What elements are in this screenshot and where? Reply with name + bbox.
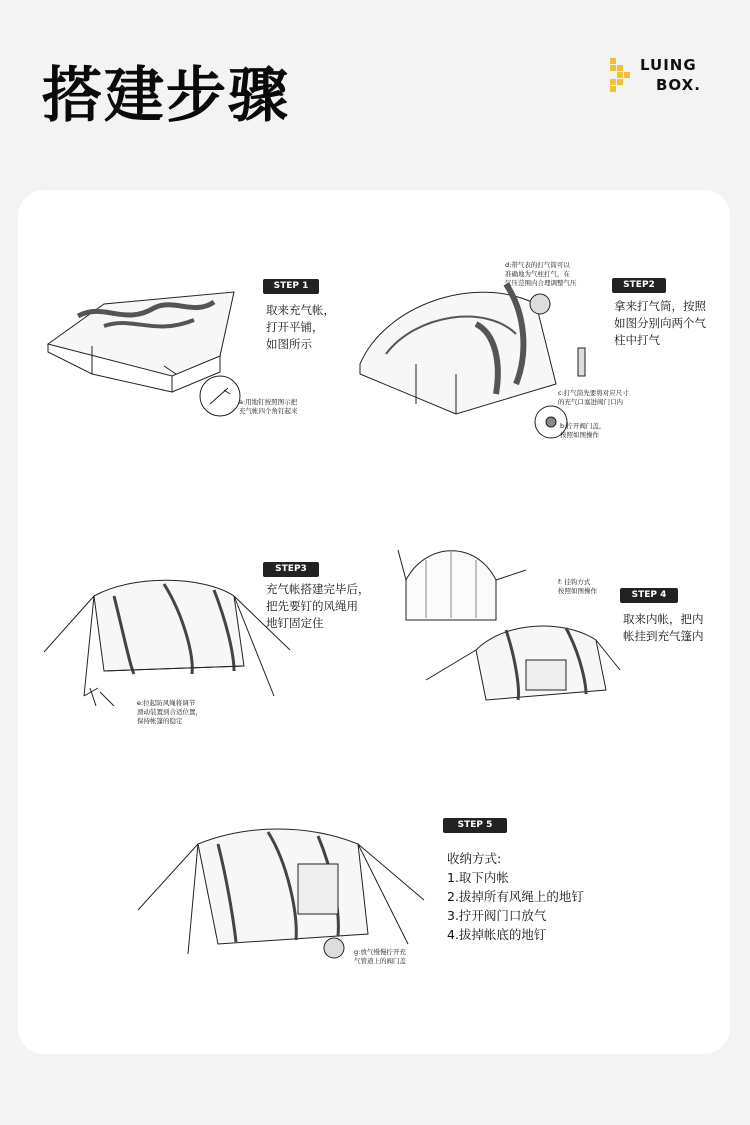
- step3-caption-e: e:拉起防风绳将调节 滑动装置到合适位置， 保持帐篷的稳定: [137, 699, 202, 725]
- step3-badge: STEP3: [263, 562, 319, 577]
- step1-description: 取来充气帐， 打开平铺， 如图所示: [266, 303, 335, 351]
- brand-mark-icon: [610, 58, 632, 92]
- step2-badge: STEP2: [612, 278, 666, 293]
- step1-badge: STEP 1: [263, 279, 319, 294]
- step4-description: 取来内帐，把内 帐挂到充气篷内: [623, 612, 704, 643]
- storage-step-2: 2.拔掉所有风绳上的地钉: [447, 889, 584, 904]
- step4-caption-f: f: 挂钩方式 按照如图操作: [558, 578, 597, 595]
- step2-caption-c: c:打气筒先要将对应尺寸 的充气口塞进阀门口内: [558, 389, 629, 406]
- page-title: 搭建步骤: [42, 61, 290, 131]
- step3-illustration: [44, 576, 294, 706]
- step3-description: 充气帐搭建完毕后， 把先要钉的风绳用 地钉固定住: [266, 582, 370, 630]
- step5-caption-g: g:放气慢慢拧开充 气管道上的阀门盖: [354, 948, 406, 965]
- brand-name-line1: LUING: [640, 56, 697, 74]
- step5-badge: STEP 5: [443, 818, 507, 833]
- instructions-card: [18, 190, 730, 1054]
- storage-step-1: 1.取下内帐: [447, 870, 509, 885]
- step2-caption-d: d:带气表的打气筒可以 准确地为气柱打气，在 气压范围内合理调整气压: [505, 261, 577, 287]
- step4-badge: STEP 4: [620, 588, 678, 603]
- brand-logo: [610, 56, 720, 96]
- storage-title: 收纳方式:: [447, 851, 502, 866]
- step1-caption-a: a:用地钉按照图示把 充气帐四个角钉起来: [239, 398, 298, 415]
- storage-step-3: 3.拧开阀门口放气: [447, 908, 547, 923]
- step2-caption-b: b:拧开阀门盖， 按照如图操作: [560, 422, 606, 439]
- storage-step-4: 4.拔掉帐底的地钉: [447, 927, 547, 942]
- step2-description: 拿来打气筒，按照 如图分别向两个气 柱中打气: [614, 299, 706, 347]
- storage-instructions: [447, 849, 584, 944]
- brand-name-line2: BOX.: [656, 76, 701, 94]
- step4-illustration: [396, 540, 626, 710]
- step5-illustration: [138, 824, 428, 964]
- step2-illustration: [356, 274, 586, 444]
